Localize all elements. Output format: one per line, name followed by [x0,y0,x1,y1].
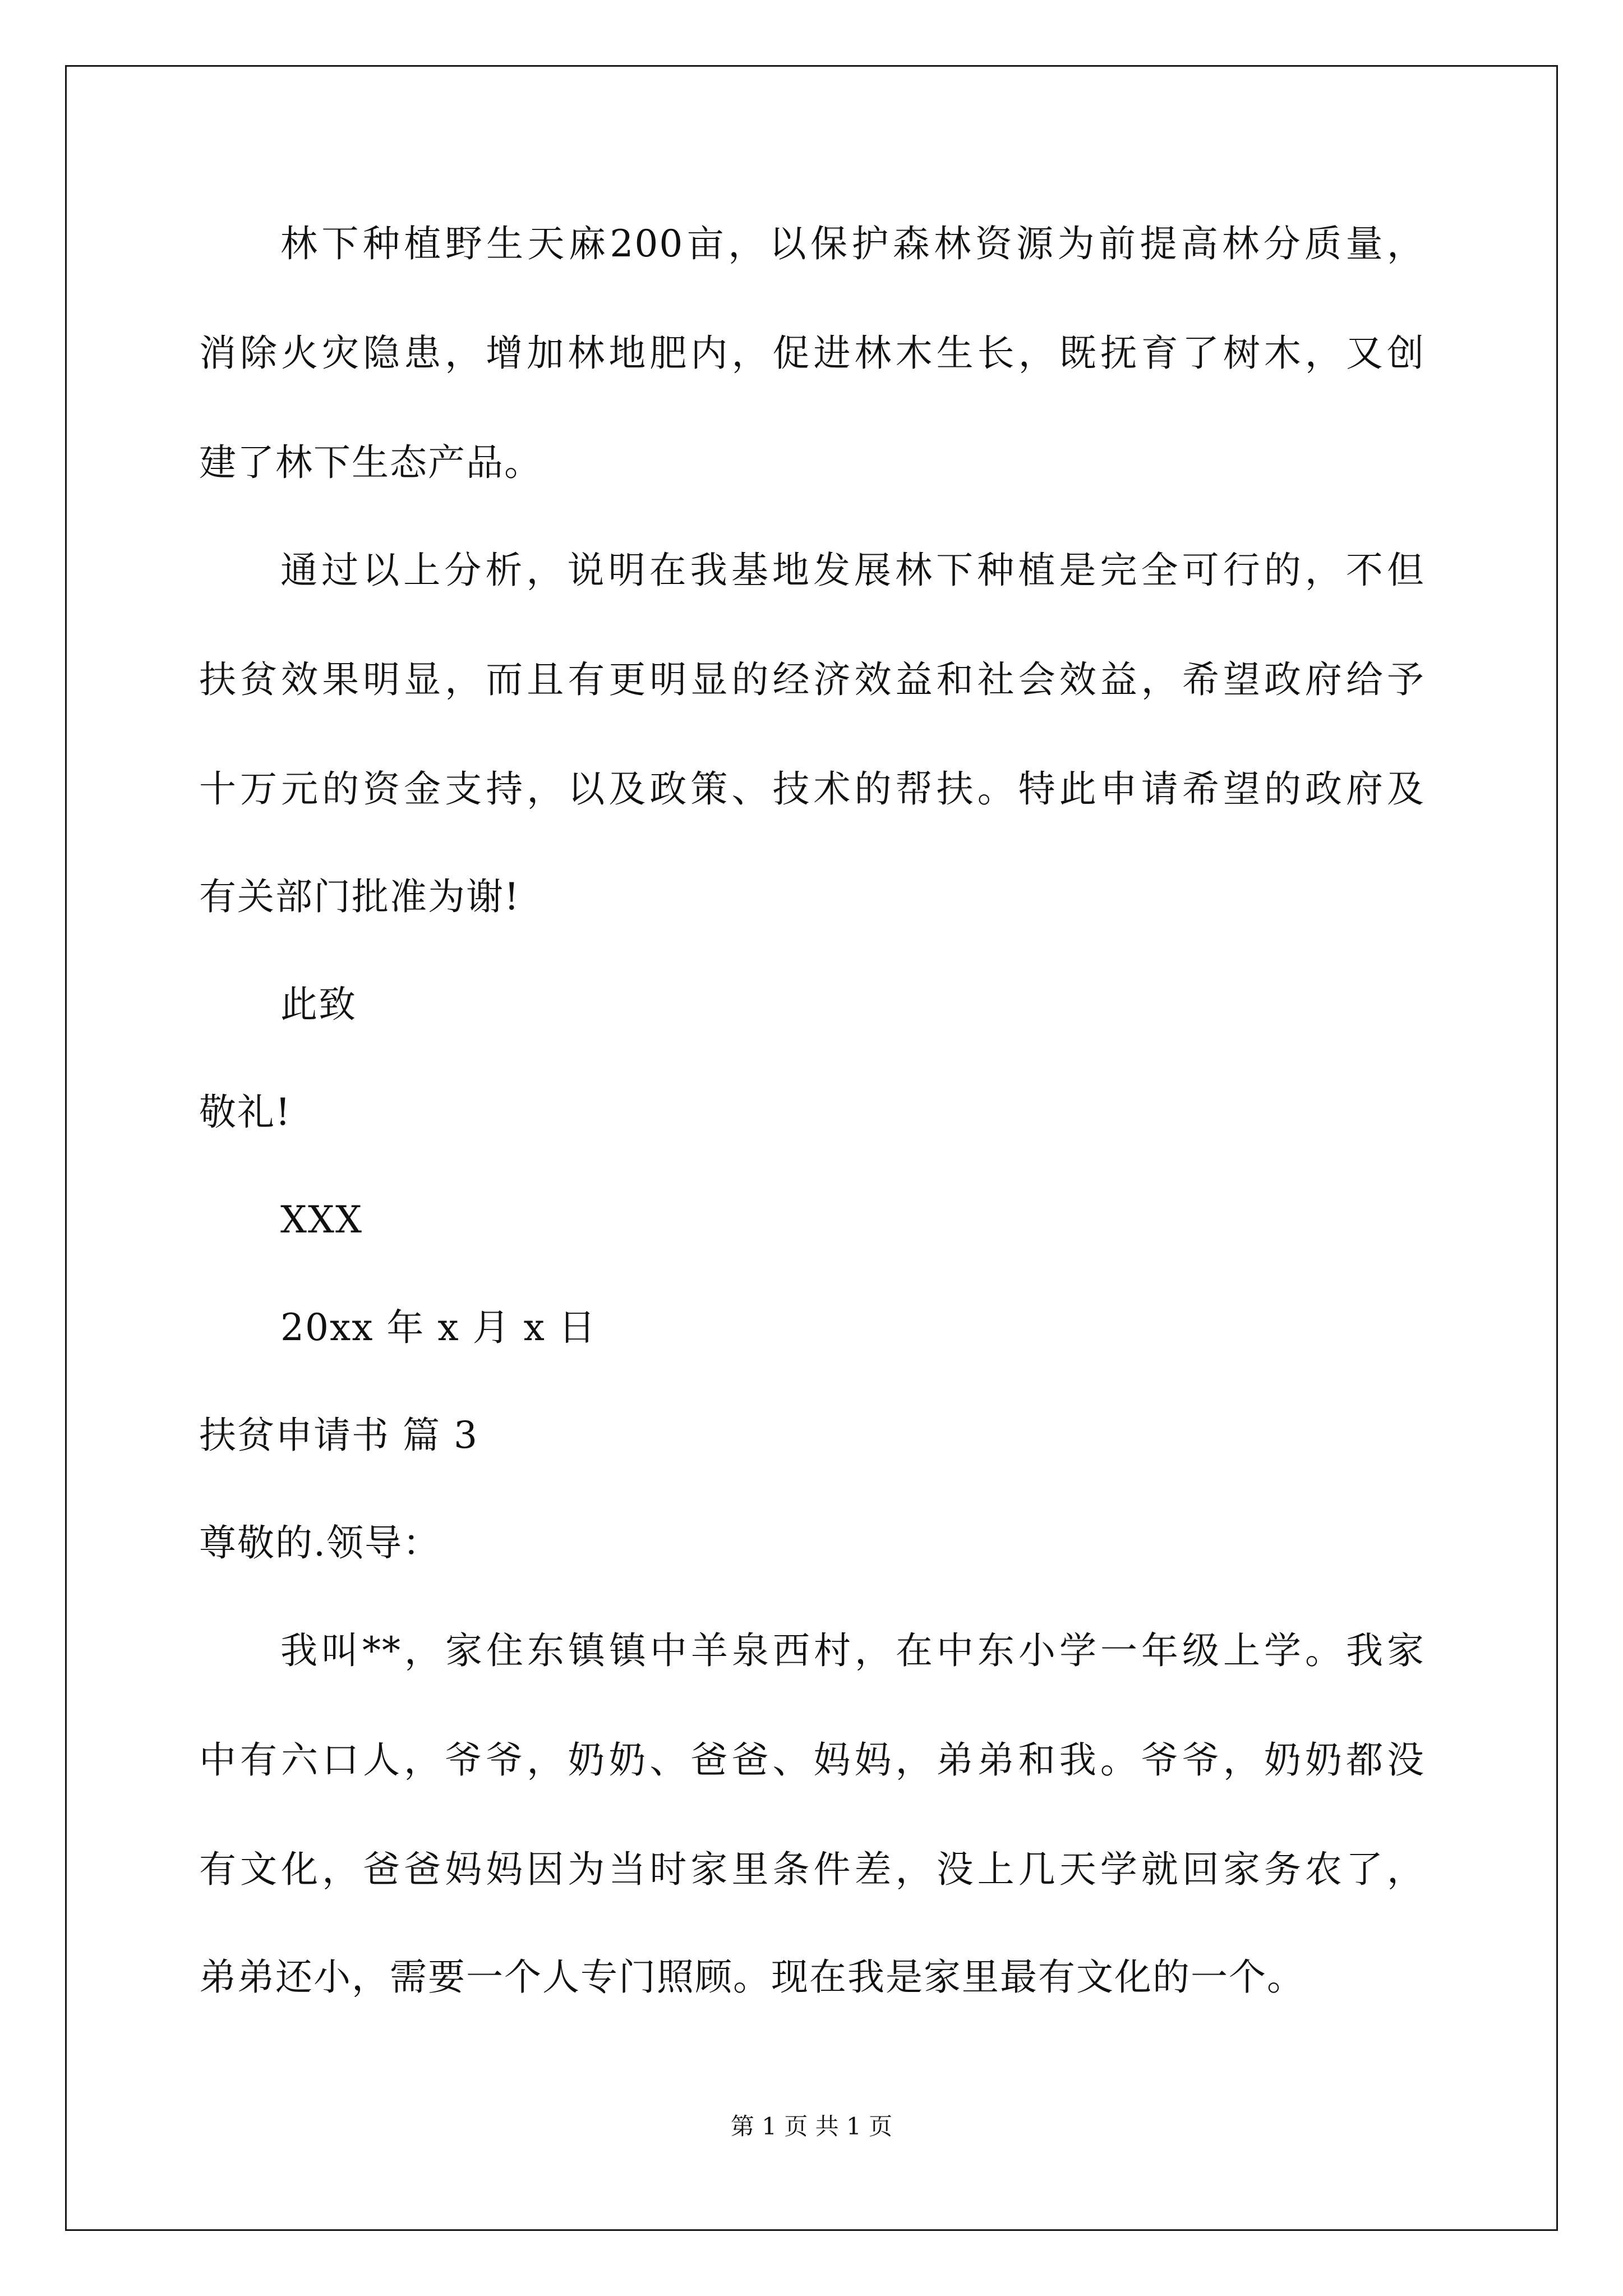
paragraph-line: 我叫**，家住东镇镇中羊泉西村，在中东小学一年级上学。我家 [280,1629,1425,1672]
paragraph-line: 弟弟还小，需要一个人专门照顾。现在我是家里最有文化的一个。 [199,1955,1305,1999]
page-footer: 第 1 页 共 1 页 [730,2113,893,2140]
salutation-line: 敬礼! [199,1091,292,1134]
paragraph-line: 中有六口人，爷爷，奶奶、爸爸、妈妈，弟弟和我。爷爷，奶奶都没 [199,1738,1425,1782]
paragraph-line: 通过以上分析，说明在我基地发展林下种植是完全可行的，不但 [280,549,1425,592]
closing-line: 此致 [280,983,357,1026]
paragraph-line: 消除火灾隐患，增加林地肥内，促进林木生长，既抚育了树木，又创 [199,332,1425,375]
paragraph-line: 建了林下生态产品。 [199,441,542,484]
paragraph-line: 有关部门批准为谢! [199,875,520,918]
paragraph-line: 林下种植野生天麻200亩，以保护森林资源为前提高林分质量， [280,222,1425,265]
paragraph-line: 扶贫效果明显，而且有更明显的经济效益和社会效益，希望政府给予 [199,658,1425,701]
greeting-line: 尊敬的.领导： [199,1521,441,1565]
paragraph-line: 十万元的资金支持，以及政策、技术的帮扶。特此申请希望的政府及 [199,767,1425,811]
signature-line: XXX [280,1198,363,1241]
date-line: 20xx 年 x 月 x 日 [280,1306,597,1349]
section-heading: 扶贫申请书 篇 3 [199,1414,478,1457]
paragraph-line: 有文化，爸爸妈妈因为当时家里条件差，没上几天学就回家务农了， [199,1848,1425,1891]
